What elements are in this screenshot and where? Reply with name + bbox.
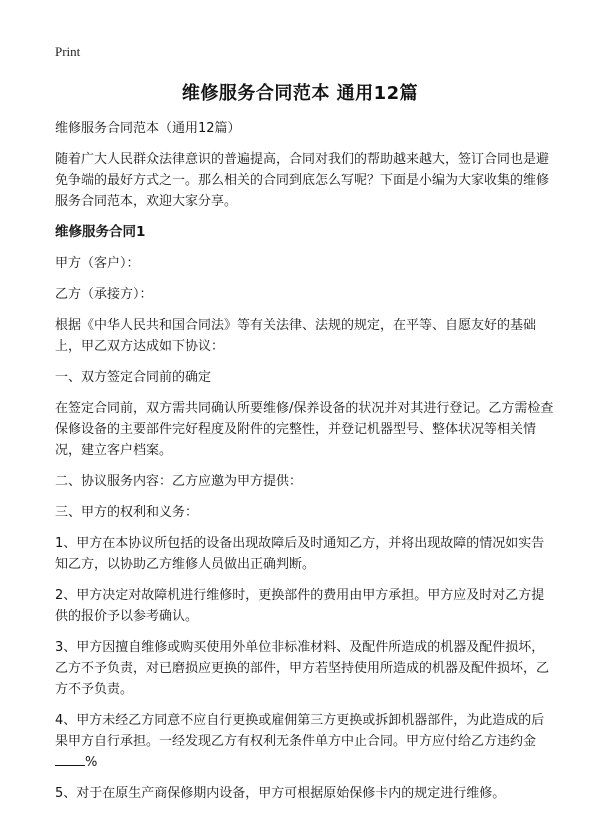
clause-3-title: 三、甲方的权利和义务： <box>55 505 199 520</box>
clause-3-item-3: 3、甲方因擅自维修或购买使用外单位非标准材料、及配件所造成的机器及配件损坏，乙方不予负责，对已磨损应更换的部件，甲方若坚持使用所造成的机器及配件损坏，乙方不予负责。 <box>55 640 550 697</box>
clause-3-item-5: 5、对于在原生产商保修期内设备，甲方可根据原始保修卡内的规定进行维修。 <box>55 786 506 801</box>
print-label: Print <box>55 44 81 59</box>
document-title: 维修服务合同范本 通用12篇 <box>181 83 419 104</box>
intro-paragraph: 随着广大人民群众法律意识的普遍提高，合同对我们的帮助越来越大，签订合同也是避免争端的最好方式之一。那么相关的合同到底怎么写呢？下面是小编为大家收集的维修服务合同范本，欢迎大家分享。 <box>55 152 550 209</box>
clause-3-item-1: 1、甲方在本协议所包括的设备出现故障后及时通知乙方，并将出现故障的情况如实告知乙方，以协助乙方维修人员做出正确判断。 <box>55 536 545 572</box>
clause-3-item-2: 2、甲方决定对故障机进行维修时，更换部件的费用由甲方承担。甲方应及时对乙方提供的报价予以参考确认。 <box>55 588 545 624</box>
item-4-suffix: % <box>85 755 98 770</box>
party-b-line: 乙方（承接方）： <box>55 287 153 302</box>
basis-paragraph: 根据《中华人民共和国合同法》等有关法律、法规的规定，在平等、自愿友好的基础上，甲乙双方达成如下协议： <box>55 318 537 354</box>
clause-1-text: 在签定合同前，双方需共同确认所要维修/保养设备的状况并对其进行登记。乙方需检查保修设备的主要部件完好程度及附件的完整性，并登记机器型号、整体状况等相关情况，建立客户档案。 <box>55 401 554 458</box>
item-4-text: 4、甲方未经乙方同意不应自行更换或雇佣第三方更换或拆卸机器部件，为此造成的后果甲方自行承担。一经发现乙方有权利无条件单方中止合同。甲方应付给乙方违约金 <box>55 713 545 749</box>
clause-1-title: 一、双方签定合同前的确定 <box>55 370 212 385</box>
party-a-line: 甲方（客户）： <box>55 256 140 271</box>
subtitle: 维修服务合同范本（通用12篇） <box>55 121 241 136</box>
penalty-blank <box>55 753 85 766</box>
section-title: 维修服务合同1 <box>55 224 146 240</box>
clause-2-title: 二、协议服务内容：乙方应邀为甲方提供： <box>55 474 303 489</box>
clause-3-item-4 <box>55 710 555 773</box>
document-body <box>55 118 555 814</box>
